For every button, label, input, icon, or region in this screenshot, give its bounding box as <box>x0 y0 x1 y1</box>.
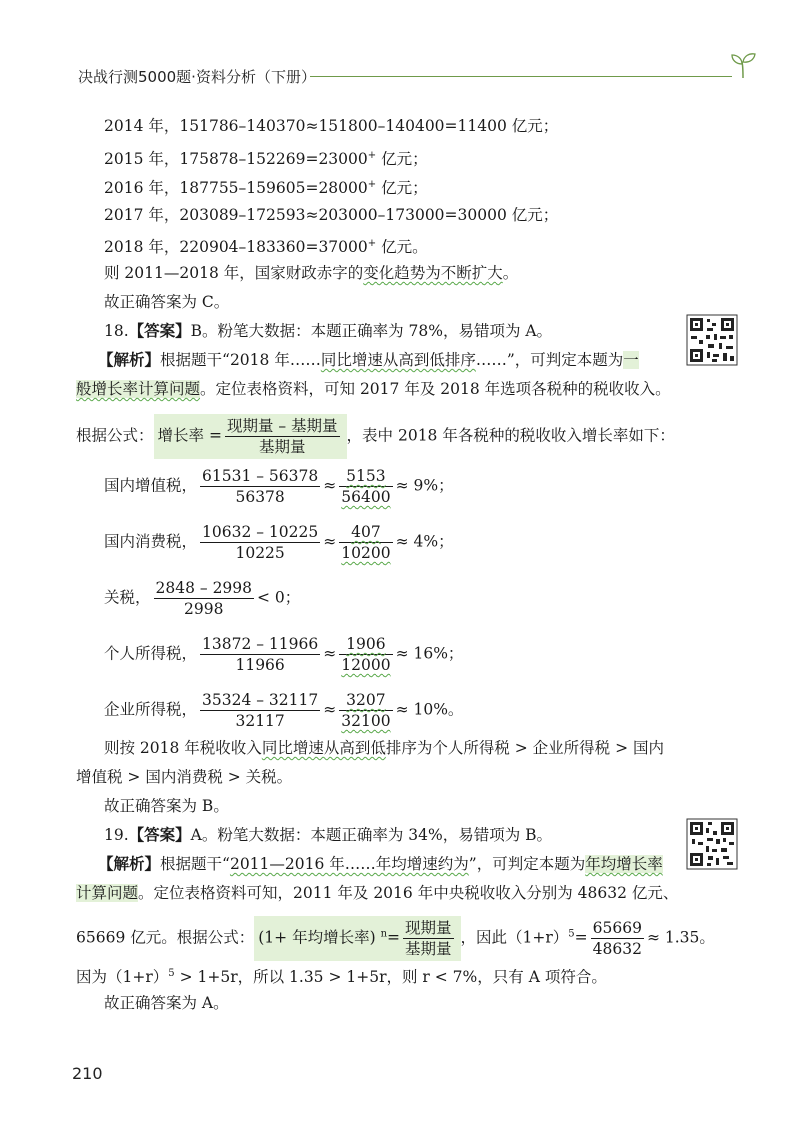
q18-final-answer: 故正确答案为 B。 <box>104 797 229 815</box>
calc-2014: 2014 年，151786–140370≈151800–140400=11400 亿元； <box>104 117 559 135</box>
rate-row-vat: 国内增值税， $\frac{61531 - 56378}{56378}$ ≈ $\frac{5153}{56400}$ ≈ 9%； <box>104 467 454 506</box>
q19-final-answer: 故正确答案为 A。 <box>104 994 229 1012</box>
q19-reasoning-line: 因为$(1+r)^5 > 1+5r$，所以 1.35 > 1+5r，则 r < 7%，只有 A 项符合。 <box>76 968 607 987</box>
q18-analysis-line1: 【解析】根据题干“2018 年……同比增速从高到低排序……”，可判定本题为一 <box>98 350 639 369</box>
calc-2017: 2017 年，203089–172593≈203000–173000=30000 亿元； <box>104 206 559 224</box>
qr-code-icon <box>686 314 738 366</box>
page-number: 210 <box>72 1064 103 1083</box>
book-title: 决战行测5000题·资料分析（下册） <box>78 68 316 86</box>
qr-code-icon <box>686 818 738 870</box>
answer-line: 故正确答案为 C。 <box>104 293 230 311</box>
sprout-icon <box>728 50 758 80</box>
q18-conclusion-line2: 增值税 > 国内消费税 > 关税。 <box>76 768 293 786</box>
q19-formula-line: 65669 亿元。根据公式： (1+ 年均增长率) $^n$= $\frac{\text{现期量}}{\text{基期量}}$ ，因此$(1+r)^5=$ $\frac{65669}{48632}$ ≈ 1.35。 <box>76 916 715 961</box>
calc-2016: 2016 年，187755–159605=28000+ 亿元； <box>104 179 428 198</box>
q18-conclusion-line1: 则按 2018 年税收收入同比增速从高到低排序为个人所得税 > 企业所得税 > 国内 <box>104 739 665 757</box>
q18-formula-line: 根据公式： 增长率 = $\frac{\text{现期量 – 基期量}}{\text{基期量}}$ ，表中 2018 年各税种的税收收入增长率如下： <box>76 414 675 459</box>
rate-row-corporate-income: 企业所得税， $\frac{35324 - 32117}{32117}$ ≈ $\frac{3207}{32100}$ ≈ 10%。 <box>104 691 464 730</box>
calc-2015: 2015 年，175878–152269=23000+ 亿元； <box>104 150 428 169</box>
running-header <box>78 62 758 92</box>
q19-answer: 19.【答案】A。粉笔大数据：本题正确率为 34%，易错项为 B。 <box>104 825 553 844</box>
rate-row-tariff: 关税， $\frac{2848 - 2998}{2998}$ < 0； <box>104 579 301 618</box>
conclusion-text: 则 2011—2018 年，国家财政赤字的变化趋势为不断扩大。 <box>104 264 519 282</box>
rate-row-consumption: 国内消费税， $\frac{10632 - 10225}{10225}$ ≈ $\frac{407}{10200}$ ≈ 4%； <box>104 523 454 562</box>
q19-analysis-line1: 【解析】根据题干“2011—2016 年……年均增速约为”，可判定本题为年均增长率 <box>98 854 663 873</box>
rate-row-personal-income: 个人所得税， $\frac{13872 - 11966}{11966}$ ≈ $\frac{1906}{12000}$ ≈ 16%； <box>104 635 464 674</box>
calc-2018: 2018 年，220904–183360=37000+ 亿元。 <box>104 238 428 257</box>
q18-analysis-line2: 般增长率计算问题。定位表格资料，可知 2017 年及 2018 年选项各税种的税收收入。 <box>76 380 671 398</box>
q18-answer: 18.【答案】B。粉笔大数据：本题正确率为 78%，易错项为 A。 <box>104 321 553 340</box>
q19-analysis-line2: 计算问题。定位表格资料可知，2011 年及 2016 年中央税收收入分别为 48632 亿元、 <box>76 884 679 902</box>
header-rule <box>310 76 732 77</box>
